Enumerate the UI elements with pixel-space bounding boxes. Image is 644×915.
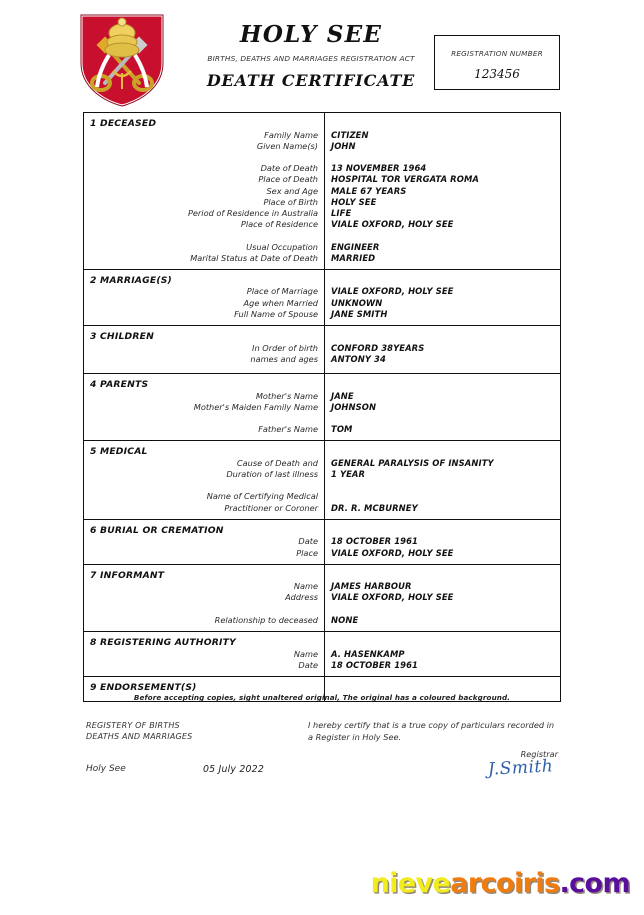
label-relationship-to-deceased: Relationship to deceased — [214, 614, 318, 625]
label-children-order: In Order of birth — [252, 342, 318, 353]
table-row-burial — [84, 520, 560, 565]
registry-office-name — [86, 720, 192, 742]
label-marital-status: Marital Status at Date of Death — [190, 252, 318, 263]
registrar-signature: J.Smith — [487, 756, 554, 780]
label-burial-date: Date — [298, 536, 318, 547]
certification-statement: I hereby certify that is a true copy of particulars recorded in a Register in Holy See. — [308, 720, 555, 742]
label-practitioner-line1: Name of Certifying Medical — [206, 491, 318, 502]
table-row-children — [84, 326, 560, 374]
label-family-name: Family Name — [264, 129, 318, 140]
label-fathers-name: Father's Name — [258, 424, 318, 435]
value-mothers-name: JANE — [331, 390, 354, 401]
watermark-part-1: nieve — [370, 868, 451, 899]
registration-number-box — [434, 35, 560, 90]
registrar-label: Registrar — [520, 749, 558, 759]
registration-number-label: REGISTRATION NUMBER — [451, 49, 543, 58]
value-authority-date: 18 OCTOBER 1961 — [331, 659, 418, 670]
value-family-name: CITIZEN — [331, 129, 369, 140]
value-child-2: ANTONY 34 — [331, 353, 386, 364]
document-subtitle: DEATH CERTIFICATE — [206, 71, 416, 91]
value-place-of-residence: VIALE OXFORD, HOLY SEE — [331, 219, 454, 230]
children-labels — [90, 343, 320, 365]
value-place-of-death: HOSPITAL TOR VERGATA ROMA — [331, 174, 479, 185]
burial-labels — [90, 536, 320, 558]
deceased-values — [331, 130, 556, 264]
watermark-part-3: .com — [559, 868, 630, 899]
children-label-column — [84, 326, 325, 373]
document-header — [0, 0, 644, 112]
value-duration-of-illness: 1 YEAR — [331, 469, 366, 480]
label-period-of-residence: Period of Residence in Australia — [187, 207, 318, 218]
table-row-authority — [84, 632, 560, 677]
value-period-of-residence: LIFE — [331, 207, 352, 218]
burial-label-column — [84, 520, 325, 564]
label-place-of-birth: Place of Birth — [263, 196, 318, 207]
table-row-deceased — [84, 113, 560, 270]
authority-labels — [90, 649, 320, 671]
label-sex-and-age: Sex and Age — [266, 185, 318, 196]
value-practitioner: DR. R. MCBURNEY — [331, 502, 418, 513]
registry-line-1: REGISTERY OF BIRTHS — [86, 721, 180, 730]
label-children-names-ages: names and ages — [250, 353, 318, 364]
title-block — [196, 22, 426, 90]
label-given-names: Given Name(s) — [256, 140, 318, 151]
label-age-when-married: Age when Married — [243, 297, 318, 308]
value-informant-name: JAMES HARBOUR — [331, 581, 412, 592]
label-usual-occupation: Usual Occupation — [246, 241, 318, 252]
certificate-table — [83, 112, 561, 702]
section-title-burial: 6 BURIAL OR CREMATION — [90, 524, 224, 536]
label-place-of-death: Place of Death — [258, 174, 318, 185]
medical-label-column — [84, 441, 325, 519]
authority-label-column — [84, 632, 325, 676]
site-watermark — [371, 868, 630, 899]
label-mothers-name: Mother's Name — [255, 390, 318, 401]
label-authority-name: Name — [293, 648, 318, 659]
label-practitioner-line2: Practitioner or Coroner — [224, 502, 318, 513]
table-row-parents — [84, 374, 560, 441]
deceased-label-column — [84, 113, 325, 269]
value-marital-status: MARRIED — [331, 252, 376, 263]
value-cause-of-death: GENERAL PARALYSIS OF INSANITY — [331, 457, 494, 468]
label-informant-address: Address — [285, 592, 318, 603]
marriage-value-column — [325, 270, 560, 325]
value-date-of-death: 13 NOVEMBER 1964 — [331, 163, 427, 174]
informant-value-column — [325, 565, 560, 631]
value-authority-name: A. HASENKAMP — [331, 648, 405, 659]
section-title-informant: 7 INFORMANT — [90, 569, 165, 581]
label-cause-of-death-line2: Duration of last illness — [226, 469, 318, 480]
parents-label-column — [84, 374, 325, 440]
value-informant-address: VIALE OXFORD, HOLY SEE — [331, 592, 454, 603]
value-usual-occupation: ENGINEER — [331, 241, 380, 252]
deceased-value-column — [325, 113, 560, 269]
value-mothers-maiden-name: JOHNSON — [331, 401, 377, 412]
parents-value-column — [325, 374, 560, 440]
value-child-1: CONFORD 38YEARS — [331, 342, 425, 353]
authority-value-column — [325, 632, 560, 676]
section-title-marriage: 2 MARRIAGE(S) — [90, 274, 172, 286]
page-title: HOLY SEE — [239, 21, 383, 48]
value-age-when-married: UNKNOWN — [331, 297, 383, 308]
label-informant-name: Name — [293, 581, 318, 592]
value-sex-and-age: MALE 67 YEARS — [331, 185, 407, 196]
medical-value-column — [325, 441, 560, 519]
section-title-children: 3 CHILDREN — [90, 331, 154, 343]
issue-place: Holy See — [86, 764, 126, 774]
holy-see-coat-of-arms-icon — [73, 11, 171, 108]
label-cause-of-death-line1: Cause of Death and — [236, 457, 318, 468]
deceased-labels — [90, 130, 320, 264]
value-given-names: JOHN — [331, 140, 356, 151]
children-value-column — [325, 326, 560, 373]
document-footer — [83, 720, 573, 790]
label-place-of-residence: Place of Residence — [240, 219, 318, 230]
value-place-of-birth: HOLY SEE — [331, 196, 377, 207]
section-title-deceased: 1 DECEASED — [90, 118, 157, 129]
value-relationship-to-deceased: NONE — [331, 614, 359, 625]
marriage-label-column — [84, 270, 325, 325]
value-place-of-marriage: VIALE OXFORD, HOLY SEE — [331, 286, 454, 297]
label-full-name-of-spouse: Full Name of Spouse — [234, 308, 318, 319]
parents-labels — [90, 391, 320, 436]
registry-line-2: DEATHS AND MARRIAGES — [86, 732, 193, 741]
label-burial-place: Place — [296, 547, 318, 558]
label-mothers-maiden-name: Mother's Maiden Family Name — [193, 401, 318, 412]
issue-date: 05 July 2022 — [203, 764, 265, 775]
section-title-authority: 8 REGISTERING AUTHORITY — [90, 637, 236, 649]
registration-act-label: BIRTHS, DEATHS AND MARRIAGES REGISTRATION ACT — [207, 54, 415, 64]
informant-label-column — [84, 565, 325, 631]
registration-number-value: 123456 — [474, 67, 520, 81]
section-title-medical: 5 MEDICAL — [90, 446, 148, 458]
value-burial-date: 18 OCTOBER 1961 — [331, 536, 418, 547]
marriage-labels — [90, 286, 320, 320]
section-title-parents: 4 PARENTS — [90, 379, 149, 391]
label-date-of-death: Date of Death — [260, 163, 318, 174]
informant-labels — [90, 581, 320, 626]
medical-labels — [90, 458, 320, 514]
table-row-informant — [84, 565, 560, 632]
watermark-part-2: arcoiris — [450, 868, 560, 899]
value-fathers-name: TOM — [331, 424, 353, 435]
copy-disclaimer: Before accepting copies, sight unaltered original, The original has a coloured background. — [133, 693, 511, 702]
section-title-endorsements: 9 ENDORSEMENT(S) — [90, 681, 197, 693]
label-place-of-marriage: Place of Marriage — [246, 286, 318, 297]
value-burial-place: VIALE OXFORD, HOLY SEE — [331, 547, 454, 558]
burial-value-column — [325, 520, 560, 564]
label-authority-date: Date — [298, 659, 318, 670]
value-full-name-of-spouse: JANE SMITH — [331, 308, 388, 319]
table-row-medical — [84, 441, 560, 520]
table-row-marriage — [84, 270, 560, 326]
